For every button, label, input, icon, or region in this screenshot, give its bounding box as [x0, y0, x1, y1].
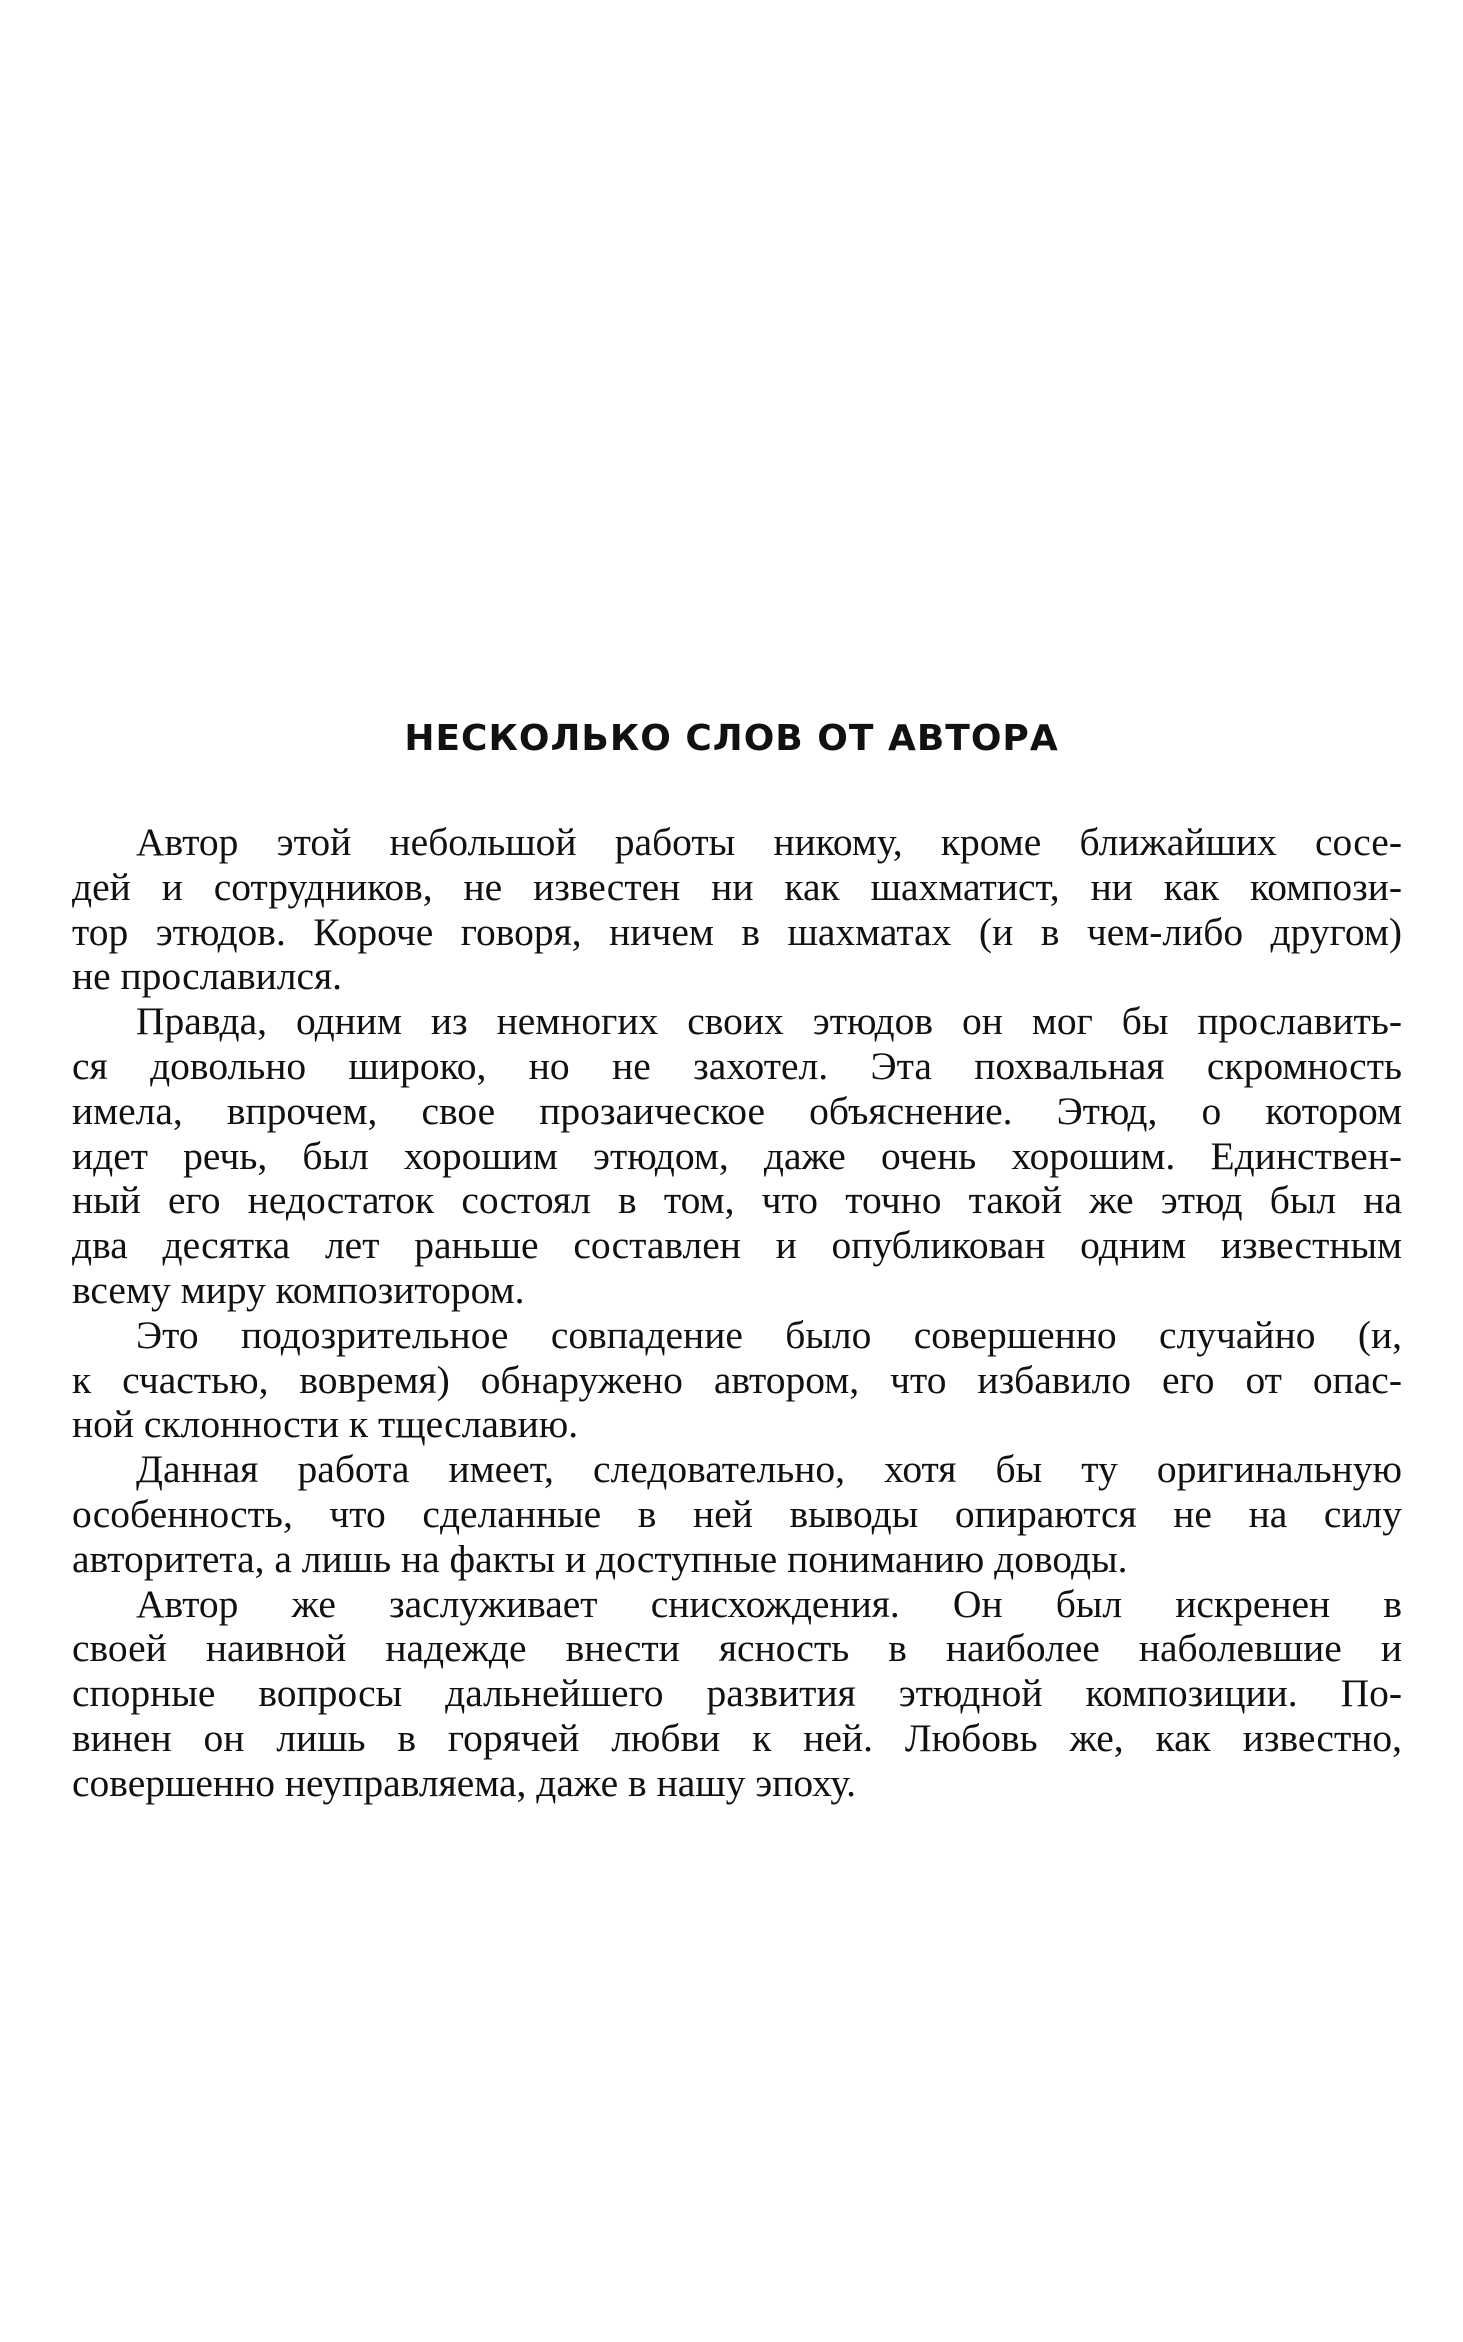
- text-line: Автор же заслуживает снисхождения. Он был искренен в: [136, 1581, 1402, 1626]
- text-line: не прославился.: [72, 954, 343, 999]
- author-note-body: [72, 820, 1402, 1806]
- text-line: идет речь, был хорошим этюдом, даже очень хорошим. Единствен-: [72, 1133, 1402, 1178]
- text-line: ся довольно широко, но не захотел. Эта похвальная скромность: [72, 1043, 1402, 1088]
- text-line: всему миру композитором.: [72, 1267, 525, 1312]
- text-line: ный его недостаток состоял в том, что точно такой же этюд был на: [72, 1178, 1402, 1223]
- text-line: Это подозрительное совпадение было совершенно случайно (и,: [136, 1312, 1402, 1357]
- text-line: винен он лишь в горячей любви к ней. Любовь же, как известно,: [72, 1715, 1402, 1760]
- text-line: своей наивной надежде внести ясность в наиболее наболевшие и: [72, 1626, 1402, 1671]
- text-line: дей и сотрудников, не известен ни как шахматист, ни как компози-: [72, 864, 1402, 909]
- paragraph: [72, 999, 1402, 1313]
- text-line: к счастью, вовремя) обнаружено автором, что избавило его от опас-: [72, 1357, 1402, 1402]
- text-line: Данная работа имеет, следовательно, хотя бы ту оригинальную: [136, 1447, 1402, 1492]
- paragraph: [72, 1582, 1402, 1806]
- text-line: имела, впрочем, свое прозаическое объяснение. Этюд, о котором: [72, 1088, 1402, 1133]
- text-line: два десятка лет раньше составлен и опубликован одним известным: [72, 1223, 1402, 1268]
- text-line: Правда, одним из немногих своих этюдов он мог бы прославить-: [136, 999, 1402, 1044]
- paragraph: [72, 820, 1402, 999]
- page-title: НЕСКОЛЬКО СЛОВ ОТ АВТОРА: [404, 718, 1059, 759]
- text-line: ной склонности к тщеславию.: [72, 1402, 579, 1447]
- text-line: спорные вопросы дальнейшего развития этюдной композиции. По-: [72, 1671, 1402, 1716]
- paragraph: [72, 1313, 1402, 1447]
- text-line: Автор этой небольшой работы никому, кроме ближайших сосе-: [136, 820, 1402, 864]
- paragraph: [72, 1447, 1402, 1581]
- text-line: особенность, что сделанные в ней выводы опираются не на силу: [72, 1491, 1402, 1536]
- text-line: авторитета, а лишь на факты и доступные пониманию доводы.: [72, 1536, 1128, 1581]
- text-line: тор этюдов. Короче говоря, ничем в шахматах (и в чем-либо другом): [72, 909, 1402, 954]
- text-line: совершенно неуправляема, даже в нашу эпоху.: [72, 1760, 857, 1805]
